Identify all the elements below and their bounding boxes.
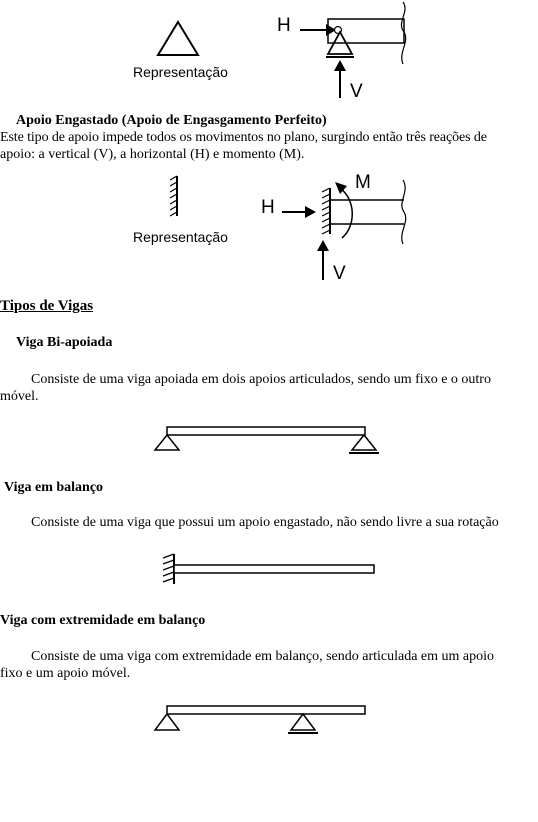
engastado-body-line2: apoio: a vertical (V), a horizontal (H) e momento (M). — [0, 147, 305, 162]
biapoiada-title: Viga Bi-apoiada — [16, 335, 113, 350]
engastado-body — [0, 129, 538, 163]
triangle-support-icon — [158, 22, 198, 55]
m-reaction-label: M — [355, 172, 371, 193]
representation-label-2: Representação — [133, 229, 228, 245]
biapoiada-body-line1: Consiste de uma viga apoiada em dois apoios articulados, sendo um fixo e o outro — [31, 372, 491, 387]
h-reaction-label-2: H — [261, 197, 275, 218]
representation-label-1: Representação — [133, 64, 228, 80]
extremidade-body-line2: fixo e um apoio móvel. — [0, 666, 131, 681]
balanco-body — [0, 514, 538, 531]
section-heading: Tipos de Vigas — [0, 298, 94, 314]
engastado-title: Apoio Engastado (Apoio de Engasgamento Perfeito) — [16, 113, 327, 128]
extremidade-body-line1: Consiste de uma viga com extremidade em balanço, sendo articulada em um apoio — [31, 649, 495, 664]
extremidade-title: Viga com extremidade em balanço — [0, 613, 206, 628]
h-reaction-label-1: H — [277, 15, 291, 36]
biapoiada-body-line2: móvel. — [0, 389, 39, 404]
v-reaction-label-2: V — [333, 263, 346, 284]
v-reaction-label-1: V — [350, 81, 363, 102]
extremidade-body — [0, 648, 538, 682]
hatch-icon-rep — [170, 176, 177, 216]
biapoiada-body — [0, 371, 538, 405]
balanco-title: Viga em balanço — [4, 480, 104, 495]
engastado-body-line1: Este tipo de apoio impede todos os movimentos no plano, surgindo então três reações de — [0, 130, 487, 145]
balanco-body-line1: Consiste de uma viga que possui um apoio engastado, não sendo livre a sua rotação — [31, 515, 499, 530]
